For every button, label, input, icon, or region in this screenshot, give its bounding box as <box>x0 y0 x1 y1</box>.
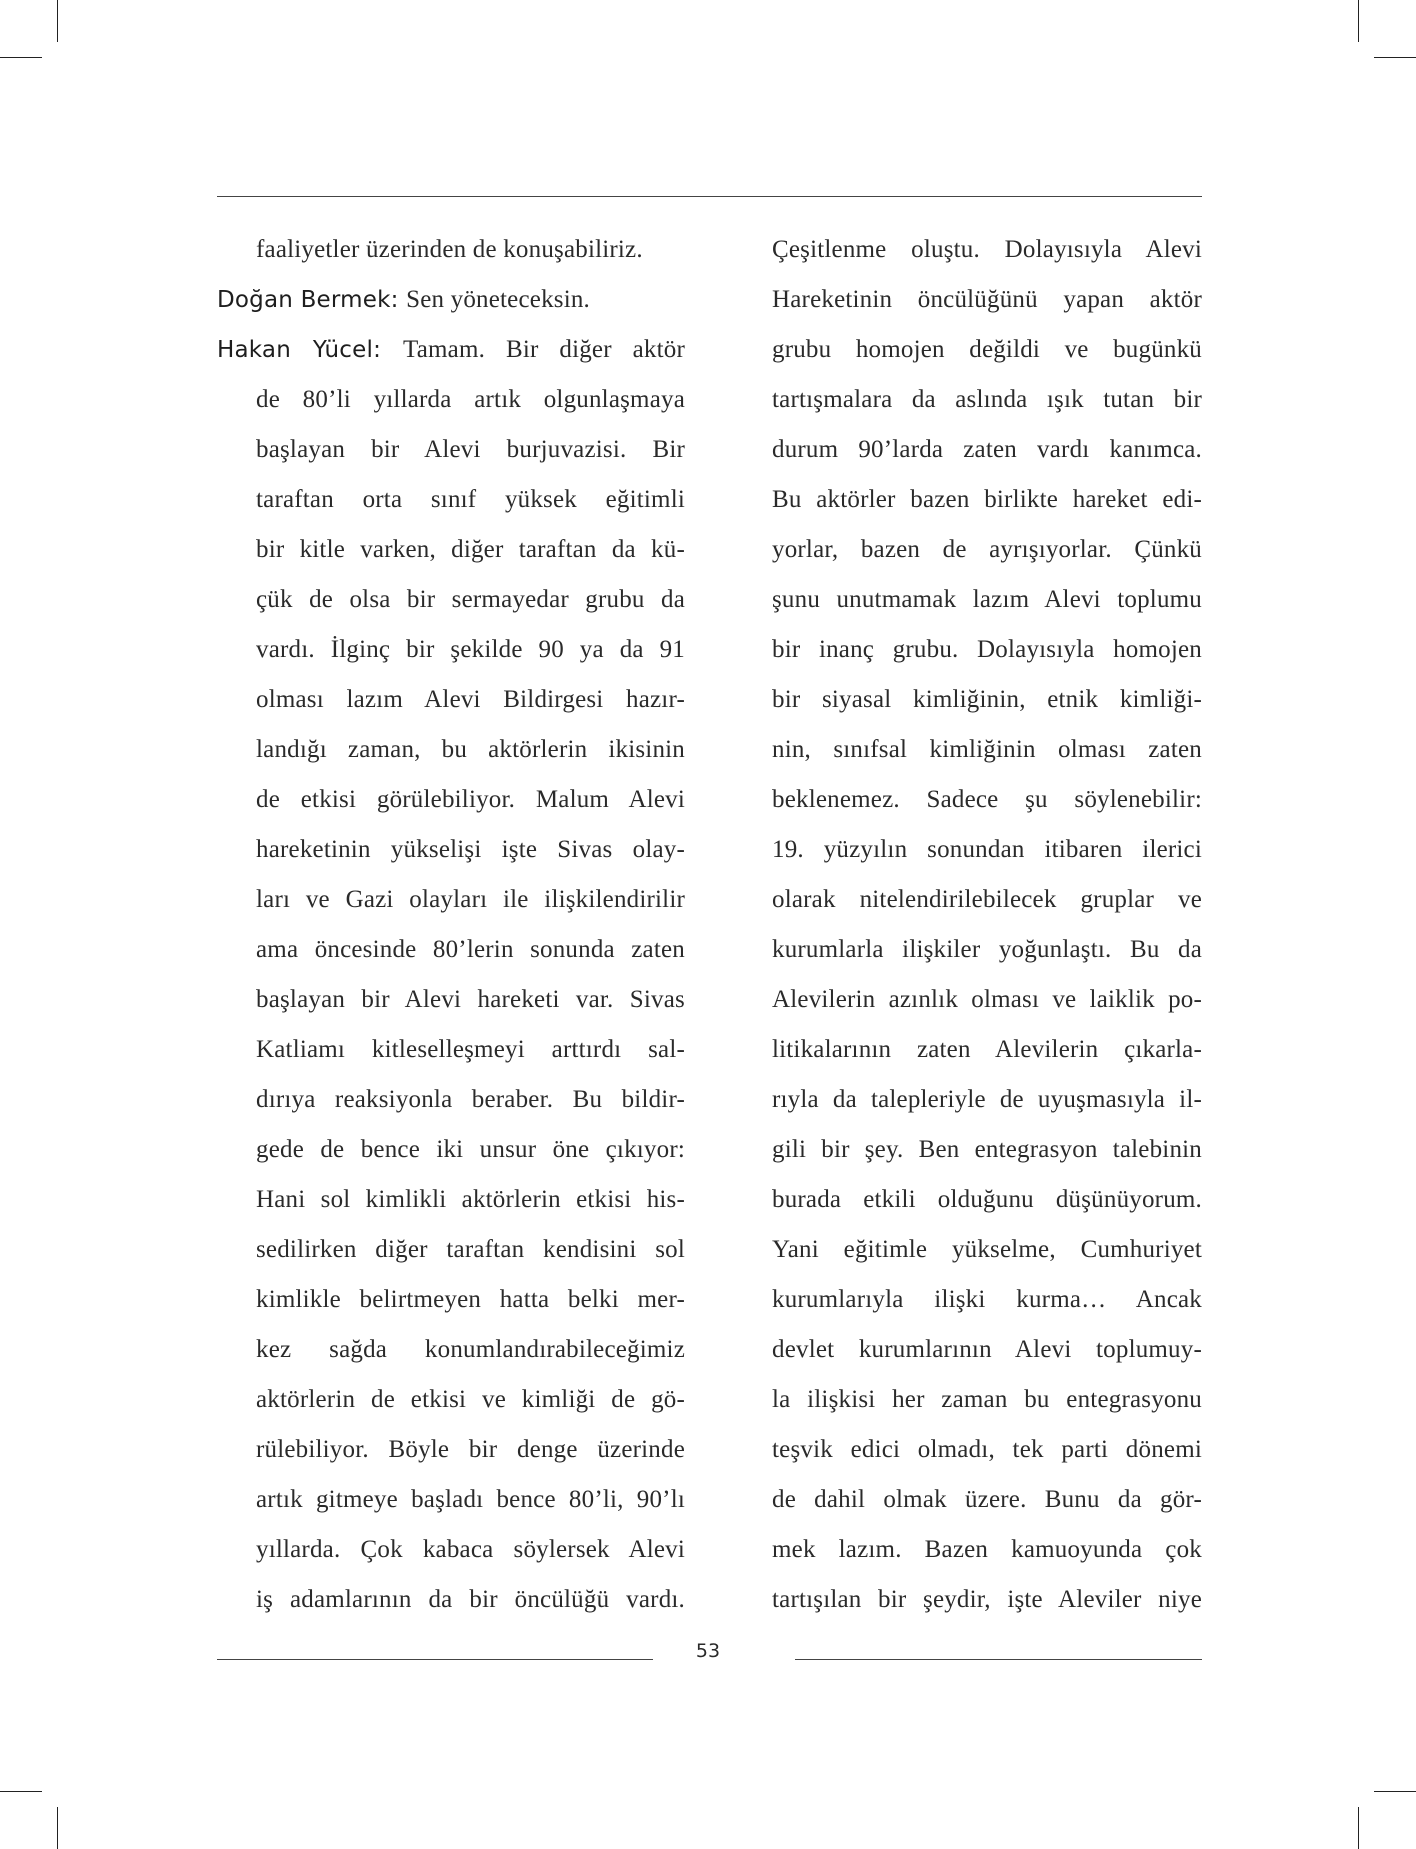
text-line <box>256 525 685 575</box>
text-line <box>772 925 1202 975</box>
line-text: burada etkili olduğunu düşünüyorum. <box>772 1186 1202 1213</box>
text-line <box>772 1575 1202 1625</box>
line-text: kimlikle belirtmeyen hatta belki mer- <box>256 1286 685 1313</box>
text-line <box>772 1075 1202 1125</box>
line-text: gili bir şey. Ben entegrasyon talebinin <box>772 1136 1202 1163</box>
text-line <box>772 375 1202 425</box>
line-text: rülebiliyor. Böyle bir denge üzerinde <box>256 1436 685 1463</box>
text-line <box>772 1325 1202 1375</box>
text-line <box>772 275 1202 325</box>
line-text: landığı zaman, bu aktörlerin ikisinin <box>256 736 685 763</box>
line-text: Sen yöneteceksin. <box>406 286 590 313</box>
text-line <box>256 475 685 525</box>
text-line <box>217 275 685 325</box>
crop-mark <box>57 0 58 42</box>
text-line <box>256 925 685 975</box>
text-line <box>772 1425 1202 1475</box>
line-text: tartışmalara da aslında ışık tutan bir <box>772 386 1202 413</box>
text-line <box>772 425 1202 475</box>
text-line <box>256 225 685 275</box>
text-line <box>772 825 1202 875</box>
text-line <box>256 1025 685 1075</box>
line-text: kez sağda konumlandırabileceğimiz <box>256 1336 685 1363</box>
text-line <box>256 1375 685 1425</box>
line-text: Çeşitlenme oluştu. Dolayısıyla Alevi <box>772 236 1202 263</box>
line-text: Hani sol kimlikli aktörlerin etkisi his- <box>256 1186 685 1213</box>
text-line <box>256 875 685 925</box>
text-line <box>256 1575 685 1625</box>
line-text: kurumlarıyla ilişki kurma… Ancak <box>772 1286 1202 1313</box>
line-text: aktörlerin de etkisi ve kimliği de gö- <box>256 1386 685 1413</box>
text-line <box>256 1225 685 1275</box>
text-line <box>256 425 685 475</box>
text-line <box>772 475 1202 525</box>
line-text: gede de bence iki unsur öne çıkıyor: <box>256 1136 685 1163</box>
text-line <box>256 1175 685 1225</box>
line-text: olması lazım Alevi Bildirgesi hazır- <box>256 686 685 713</box>
line-text: vardı. İlginç bir şekilde 90 ya da 91 <box>256 636 685 663</box>
line-text: bir kitle varken, diğer taraftan da kü- <box>256 536 685 563</box>
text-line <box>772 625 1202 675</box>
text-line <box>772 1475 1202 1525</box>
line-text: beklenemez. Sadece şu söylenebilir: <box>772 786 1202 813</box>
text-line <box>772 1025 1202 1075</box>
crop-mark <box>1374 1791 1416 1792</box>
text-line <box>772 325 1202 375</box>
line-text: de dahil olmak üzere. Bunu da gör- <box>772 1486 1202 1513</box>
text-line <box>772 1125 1202 1175</box>
line-text: çük de olsa bir sermayedar grubu da <box>256 586 685 613</box>
text-line <box>772 525 1202 575</box>
speaker-name: Doğan Bermek <box>217 287 391 313</box>
speaker-colon: : <box>390 287 407 313</box>
line-text: rıyla da talepleriyle de uyuşmasıyla il- <box>772 1086 1202 1113</box>
line-text: taraftan orta sınıf yüksek eğitimli <box>256 486 685 513</box>
text-line <box>256 575 685 625</box>
crop-mark <box>1374 57 1416 58</box>
line-text: bir inanç grubu. Dolayısıyla homojen <box>772 636 1202 663</box>
line-text: grubu homojen değildi ve bugünkü <box>772 336 1202 363</box>
text-line <box>217 325 685 375</box>
line-text: Yani eğitimle yükselme, Cumhuriyet <box>772 1236 1202 1263</box>
text-line <box>256 1425 685 1475</box>
text-line <box>772 575 1202 625</box>
line-text: yıllarda. Çok kabaca söylersek Alevi <box>256 1536 685 1563</box>
line-text: yorlar, bazen de ayrışıyorlar. Çünkü <box>772 536 1202 563</box>
line-text: olarak nitelendirilebilecek gruplar ve <box>772 886 1202 913</box>
text-line <box>256 975 685 1025</box>
line-text: tartışılan bir şeydir, işte Aleviler niye <box>772 1586 1202 1613</box>
line-text: Katliamı kitleselleşmeyi arttırdı sal- <box>256 1036 685 1063</box>
crop-mark <box>0 57 42 58</box>
line-text: ları ve Gazi olayları ile ilişkilendirilir <box>256 886 685 913</box>
speaker-name: Hakan Yücel <box>217 337 374 363</box>
line-text: şunu unutmamak lazım Alevi toplumu <box>772 586 1202 613</box>
line-text: sedilirken diğer taraftan kendisini sol <box>256 1236 685 1263</box>
line-text: mek lazım. Bazen kamuoyunda çok <box>772 1536 1202 1563</box>
speaker-colon: : <box>373 337 403 363</box>
text-line <box>256 625 685 675</box>
left-column <box>217 225 685 1625</box>
line-text: kurumlarla ilişkiler yoğunlaştı. Bu da <box>772 936 1202 963</box>
text-line <box>256 1125 685 1175</box>
line-text: ama öncesinde 80’lerin sonunda zaten <box>256 936 685 963</box>
line-text: iş adamlarının da bir öncülüğü vardı. <box>256 1586 685 1613</box>
line-text: devlet kurumlarının Alevi toplumuy- <box>772 1336 1202 1363</box>
text-line <box>256 375 685 425</box>
line-text: başlayan bir Alevi burjuvazisi. Bir <box>256 436 685 463</box>
line-text: de 80’li yıllarda artık olgunlaşmaya <box>256 386 685 413</box>
line-text: la ilişkisi her zaman bu entegrasyonu <box>772 1386 1202 1413</box>
text-line <box>256 675 685 725</box>
text-line <box>772 225 1202 275</box>
text-line <box>256 1475 685 1525</box>
text-line <box>256 775 685 825</box>
right-column <box>772 225 1202 1625</box>
text-line <box>772 725 1202 775</box>
text-line <box>772 1225 1202 1275</box>
line-text: 19. yüzyılın sonundan itibaren ilerici <box>772 836 1202 863</box>
line-text: faaliyetler üzerinden de konuşabiliriz. <box>256 236 643 263</box>
line-text: litikalarının zaten Alevilerin çıkarla- <box>772 1036 1202 1063</box>
text-line <box>772 1275 1202 1325</box>
line-text: hareketinin yükselişi işte Sivas olay- <box>256 836 685 863</box>
line-text: Hareketinin öncülüğünü yapan aktör <box>772 286 1202 313</box>
crop-mark <box>1358 1807 1359 1849</box>
crop-mark <box>0 1791 42 1792</box>
line-text: başlayan bir Alevi hareketi var. Sivas <box>256 986 685 1013</box>
text-line <box>772 975 1202 1025</box>
text-line <box>256 825 685 875</box>
line-text: Bu aktörler bazen birlikte hareket edi- <box>772 486 1202 513</box>
line-text: bir siyasal kimliğinin, etnik kimliği- <box>772 686 1202 713</box>
text-line <box>772 1175 1202 1225</box>
text-line <box>772 1525 1202 1575</box>
line-text: artık gitmeye başladı bence 80’li, 90’lı <box>256 1486 685 1513</box>
line-text: dırıya reaksiyonla beraber. Bu bildir- <box>256 1086 685 1113</box>
text-line <box>772 1375 1202 1425</box>
text-line <box>256 1275 685 1325</box>
line-text: durum 90’larda zaten vardı kanımca. <box>772 436 1202 463</box>
text-line <box>772 875 1202 925</box>
line-text: Tamam. Bir diğer aktör <box>403 336 685 363</box>
footer-rule-left <box>217 1659 653 1660</box>
line-text: Alevilerin azınlık olması ve laiklik po- <box>772 986 1202 1013</box>
text-line <box>256 1525 685 1575</box>
crop-mark <box>57 1807 58 1849</box>
line-text: de etkisi görülebiliyor. Malum Alevi <box>256 786 685 813</box>
footer-rule-right <box>795 1659 1202 1660</box>
text-line <box>256 725 685 775</box>
line-text: teşvik edici olmadı, tek parti dönemi <box>772 1436 1202 1463</box>
text-line <box>772 675 1202 725</box>
text-line <box>256 1325 685 1375</box>
text-line <box>772 775 1202 825</box>
line-text: nin, sınıfsal kimliğinin olması zaten <box>772 736 1202 763</box>
crop-mark <box>1358 0 1359 42</box>
page-number: 53 <box>695 1640 721 1662</box>
header-rule <box>217 196 1202 197</box>
text-line <box>256 1075 685 1125</box>
